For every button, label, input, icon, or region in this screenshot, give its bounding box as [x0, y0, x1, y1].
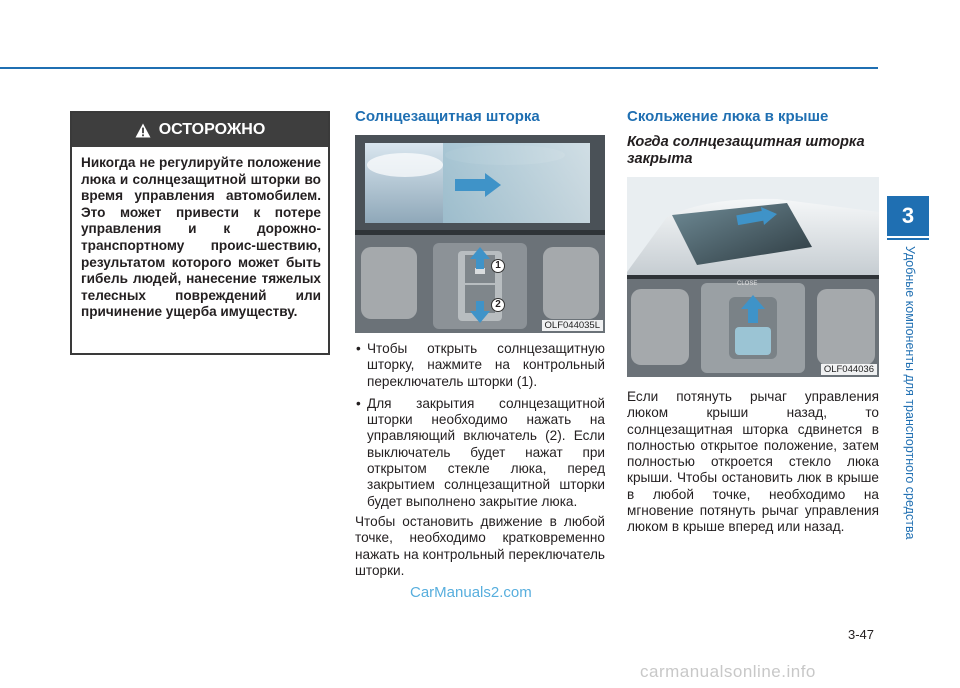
warning-title: ОСТОРОЖНО [158, 121, 266, 138]
sliding-subtitle: Когда солнцезащитная шторка закрыта [627, 134, 865, 167]
sunshade-title: Солнцезащитная шторка [355, 108, 540, 125]
sliding-text: Если потянуть рычаг управления люком крыши назад, то солнцезащитная шторка сдвинется в полностью открытое положение, затем полностью откроется стекло люка крыши. Чтобы остановить люк в крыше в любой точке, необходимо на мгновение потянуть рычаг управления люком в крыше вперед или назад. [627, 389, 879, 535]
warning-text: Никогда не регулируйте положение люка и солнцезащитной шторки во время управления автомобилем. Это может привести к потере управления и к дорожно-транспортному проис-шествию, результатом которого может быть гибель людей, нанесение тяжелых телесных повреждений или причинение ущерба имуществу. [81, 155, 321, 320]
warning-triangle-icon [135, 123, 151, 138]
watermark[interactable]: CarManuals2.com [410, 584, 532, 601]
sunshade-illustration [355, 135, 605, 333]
image-code: OLF044035L [542, 320, 603, 331]
sunshade-note: Чтобы остановить движение в любой точке, необходимо кратковременно нажать на контрольный переключатель шторки. [355, 513, 605, 578]
chapter-side-title [901, 246, 917, 576]
sliding-title: Скольжение люка в крыше [627, 108, 829, 125]
header-rule [0, 67, 878, 69]
page-number: 3-47 [848, 627, 875, 642]
sliding-photo [627, 177, 879, 377]
chapter-tab-rule [887, 238, 929, 240]
sliding-section [627, 108, 879, 536]
warning-header [72, 113, 328, 147]
sliding-illustration [627, 177, 879, 377]
image-code-2: OLF044036 [821, 364, 877, 375]
sunshade-section [355, 108, 605, 579]
chapter-title: Удобные компоненты для транспортного средства [903, 246, 917, 540]
footer-watermark[interactable]: carmanualsonline.info [640, 662, 816, 681]
bullet-close: • Для закрытия солнцезащитной шторки необходимо нажать на управляющий включатель (2). Если выключатель будет нажат при открытом стекле люка, перед закрытием солнцезащитной шторки будет выполнено закрытие люка. [355, 396, 605, 510]
bullet-open: • Чтобы открыть солнцезащитную шторку, нажмите на контрольный переключатель шторки (1). [355, 341, 605, 390]
callout-2: 2 [491, 298, 505, 312]
close-label: CLOSE [737, 281, 758, 287]
callout-1: 1 [491, 259, 505, 273]
chapter-tab[interactable]: 3 [887, 196, 929, 236]
warning-box [70, 111, 330, 355]
sunshade-photo [355, 135, 605, 333]
